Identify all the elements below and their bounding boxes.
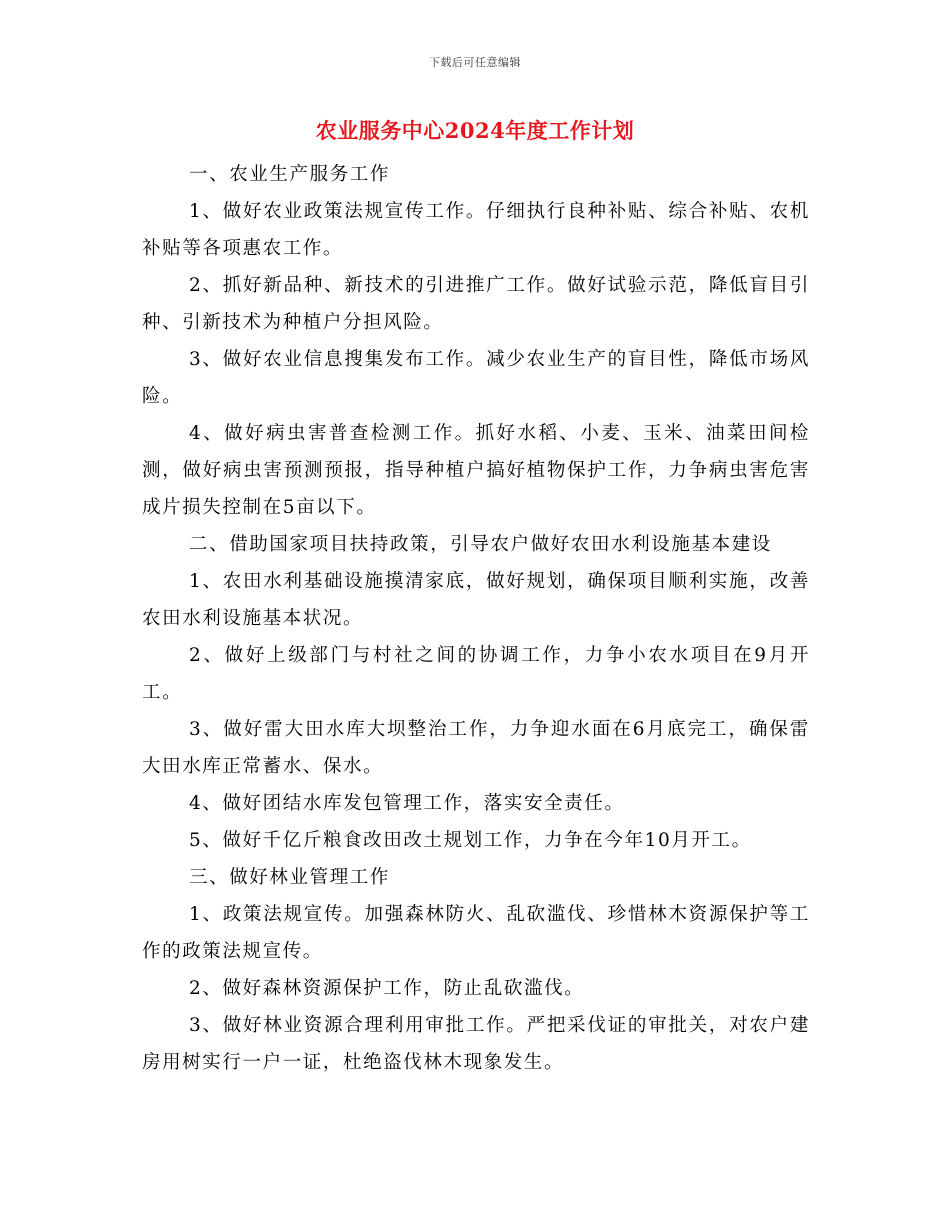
paragraph-1-1: 1、做好农业政策法规宣传工作。仔细执行良种补贴、综合补贴、农机补贴等各项惠农工作。: [142, 201, 810, 259]
section-heading-2: 二、借助国家项目扶持政策，引导农户做好农田水利设施基本建设: [189, 534, 772, 555]
section-heading-1: 一、农业生产服务工作: [189, 164, 391, 185]
paragraph-3-2: 2、做好森林资源保护工作，防止乱砍滥伐。: [189, 978, 585, 999]
paragraph-2-4: 4、做好团结水库发包管理工作，落实安全责任。: [189, 793, 625, 814]
document-title: 农业服务中心2024年度工作计划: [315, 118, 635, 143]
paragraph-3-3: 3、做好林业资源合理利用审批工作。严把采伐证的审批关，对农户建房用树实行一户一证，杜绝盗伐林木现象发生。: [142, 1015, 810, 1073]
paragraph-1-4: 4、做好病虫害普查检测工作。抓好水稻、小麦、玉米、油菜田间检测，做好病虫害预测预报，指导种植户搞好植物保护工作，力争病虫害危害成片损失控制在5亩以下。: [142, 423, 810, 518]
paragraph-2-1: 1、农田水利基础设施摸清家底，做好规划，确保项目顺利实施，改善农田水利设施基本状况。: [142, 571, 810, 629]
paragraph-2-3: 3、做好雷大田水库大坝整治工作，力争迎水面在6月底完工，确保雷大田水库正常蓄水、保水。: [142, 719, 810, 777]
paragraph-2-5: 5、做好千亿斤粮食改田改土规划工作，力争在今年10月开工。: [189, 830, 752, 851]
paragraph-1-3: 3、做好农业信息搜集发布工作。减少农业生产的盲目性，降低市场风险。: [142, 349, 810, 407]
header-note: 下载后可任意编辑: [429, 56, 521, 69]
paragraph-3-1: 1、政策法规宣传。加强森林防火、乱砍滥伐、珍惜林木资源保护等工作的政策法规宣传。: [142, 904, 810, 962]
section-heading-3: 三、做好林业管理工作: [189, 867, 391, 888]
document-body: [142, 156, 810, 1081]
paragraph-2-2: 2、做好上级部门与村社之间的协调工作，力争小农水项目在9月开工。: [142, 645, 810, 703]
paragraph-1-2: 2、抓好新品种、新技术的引进推广工作。做好试验示范，降低盲目引种、引新技术为种植户分担风险。: [142, 275, 810, 333]
